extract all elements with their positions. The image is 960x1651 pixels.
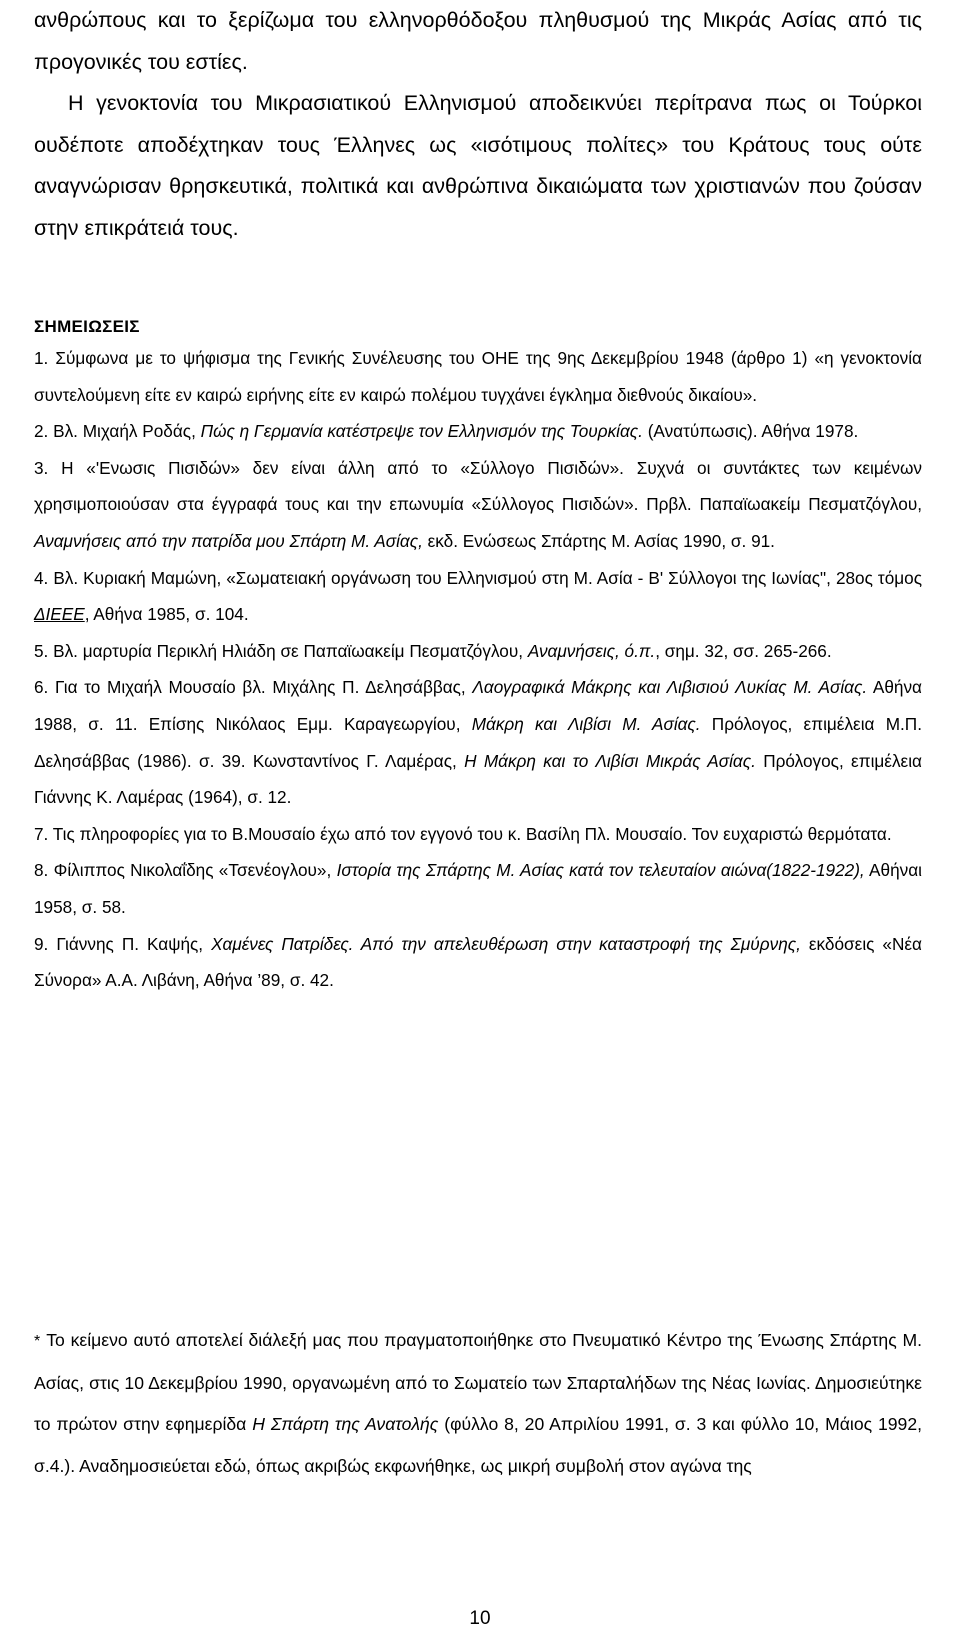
notes-heading: ΣΗΜΕΙΩΣΕΙΣ	[34, 317, 140, 336]
note-9: 9. Γιάννης Π. Καψής, Χαμένες Πατρίδες. Από την απελευθέρωση στην καταστροφή της Σμύρνης, εκδόσεις «Νέα Σύνορα» Α.Α. Λιβάνη, Αθήνα ’89, σ. 42.	[34, 933, 922, 991]
author-footnote: * Το κείμενο αυτό αποτελεί διάλεξή μας που πραγματοποιήθηκε στο Πνευματικό Κέντρο της Ένωσης Σπάρτης Μ. Ασίας, στις 10 Δεκεμβρίου 1990, οργανωμένη από το Σωματείο των Σπαρταλήδων της Νέας Ιωνίας. Δημοσιεύτηκε το πρώτον στην εφημερίδα Η Σπάρτη της Ανατολής (φύλλο 8, 20 Απριλίου 1991, σ. 3 και φύλλο 10, Μάιος 1992, σ.4.). Αναδημοσιεύεται εδώ, όπως ακριβώς εκφωνήθηκε, ως μικρή συμβολή στον αγώνα της	[34, 1330, 922, 1476]
note-1: 1. Σύμφωνα με το ψήφισμα της Γενικής Συνέλευσης του ΟΗΕ της 9ης Δεκεμβρίου 1948 (άρθρο 1) «η γενοκτονία συντελούμενη είτε εν καιρώ ειρήνης είτε εν καιρώ πολέμου τυγχάνει έγκλημα διεθνούς δικαίου».	[34, 348, 922, 405]
note-7: 7. Τις πληροφορίες για το Β.Μουσαίο έχω από τον εγγονό του κ. Βασίλη Πλ. Μουσαίο. Τον ευχαριστώ θερμότατα.	[34, 823, 892, 844]
body-paragraph-2: Η γενοκτονία του Μικρασιατικού Ελληνισμού αποδεικνύει περίτρανα πως οι Τούρκοι ουδέποτε αποδέχτηκαν τους Έλληνες ως «ισότιμους πολίτες» του Κράτους τους ούτε αναγνώρισαν θρησκευτικά, πολιτικά και ανθρώπινα δικαιώματα των χριστιανών που ζούσαν στην επικράτειά τους.	[34, 91, 922, 240]
notes-list	[34, 340, 922, 999]
note-4: 4. Βλ. Κυριακή Μαμώνη, «Σωματειακή οργάνωση του Ελληνισμού στη Μ. Ασία - Β' Σύλλογοι της Ιωνίας", 28ος τόμος ΔΙΕΕΕ, Αθήνα 1985, σ. 104.	[34, 567, 922, 625]
note-5: 5. Βλ. μαρτυρία Περικλή Ηλιάδη σε Παπαϊωακείμ Πεσματζόγλου, Αναμνήσεις, ό.π., σημ. 32, σσ. 265-266.	[34, 640, 832, 661]
note-6: 6. Για το Μιχαήλ Μουσαίο βλ. Μιχάλης Π. Δελησάββας, Λαογραφικά Μάκρης και Λιβισιού Λυκίας Μ. Ασίας. Αθήνα 1988, σ. 11. Επίσης Νικόλαος Εμμ. Καραγεωργίου, Μάκρη και Λιβίσι Μ. Ασίας. Πρόλογος, επιμέλεια Μ.Π. Δελησάββας (1986). σ. 39. Κωνσταντίνος Γ. Λαμέρας, Η Μάκρη και το Λιβίσι Μικράς Ασίας. Πρόλογος, επιμέλεια Γιάννης Κ. Λαμέρας (1964), σ. 12.	[34, 677, 922, 808]
asterisk-marker: *	[34, 1333, 41, 1350]
note-3: 3. Η «'Ενωσις Πισιδών» δεν είναι άλλη από το «Σύλλογο Πισιδών». Συχνά οι συντάκτες των κειμένων χρησιμοποιούσαν στα έγγραφά τους και την επωνυμία «Σύλλογος Πισιδών». Πρβλ. Παπαϊωακείμ Πεσματζόγλου, Αναμνήσεις από την πατρίδα μου Σπάρτη Μ. Ασίας, εκδ. Ενώσεως Σπάρτης Μ. Ασίας 1990, σ. 91.	[34, 457, 922, 551]
note-8: 8. Φίλιππος Νικολαΐδης «Τσενέογλου», Ιστορία της Σπάρτης Μ. Ασίας κατά τον τελευταίον αιώνα(1822-1922), Αθήναι 1958, σ. 58.	[34, 860, 922, 917]
note-2: 2. Βλ. Μιχαήλ Ροδάς, Πώς η Γερμανία κατέστρεψε τον Ελληνισμόν της Τουρκίας. (Ανατύπωσις). Αθήνα 1978.	[34, 421, 859, 442]
page-number: 10	[469, 1608, 491, 1629]
body-paragraph-1: ανθρώπους και το ξερίζωμα του ελληνορθόδοξου πληθυσμού της Μικράς Ασίας από τις προγονικές του εστίες.	[34, 8, 922, 74]
